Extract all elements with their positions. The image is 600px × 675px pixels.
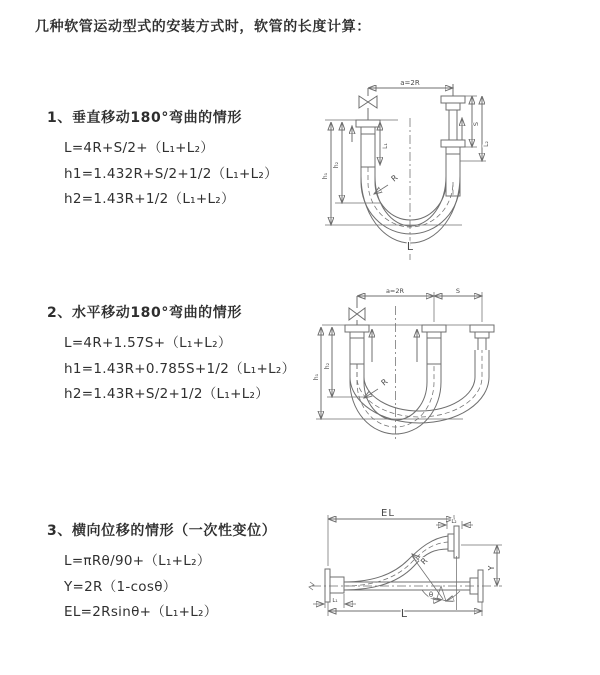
braided-hose-middle (427, 338, 441, 364)
formula-line: EL=2Rsinθ+（L₁+L₂） (64, 604, 218, 620)
left-pipe-fitting (356, 120, 380, 167)
dimension-offset-y (461, 545, 502, 586)
dimension-fitting-l2 (460, 96, 490, 161)
right-pipe-fitting (441, 84, 465, 196)
dimension-fitting-l1 (380, 122, 389, 165)
radius-callout (412, 554, 443, 599)
formula-list (47, 549, 276, 626)
diagram-vertical-bend (310, 70, 600, 265)
dim-label-h1: h₁ (313, 373, 320, 381)
dimension-fitting-left (313, 594, 356, 608)
dim-label-s: S (455, 287, 461, 295)
section-heading: 2、水平移动180°弯曲的情形 (47, 305, 242, 321)
dim-label-l2: L₂ (483, 141, 490, 147)
radius-callout (364, 377, 390, 398)
braided-hose-left (350, 338, 364, 364)
formula-line: L=πRθ/90+（L₁+L₂） (64, 553, 211, 569)
formula-list (47, 331, 295, 408)
section-horizontal-movement (47, 303, 295, 408)
diagram-vertical-bend-drawing (310, 70, 600, 265)
top-flange-fitting (448, 526, 459, 610)
dim-label-theta: θ (428, 591, 434, 599)
formula-line: Y=2R（1-cosθ） (64, 578, 177, 595)
dim-label-a2r: a=2R (400, 79, 420, 87)
dim-label-r: R (379, 377, 390, 388)
formula-line: h2=1.43R+S/2+1/2（L₁+L₂） (64, 386, 270, 402)
valve-icon (359, 88, 377, 120)
dimension-length-l (328, 602, 482, 620)
dim-label-l: L (400, 607, 408, 620)
diagram-lateral-displacement (300, 498, 600, 648)
diagram-horizontal-bend (308, 282, 600, 447)
section-heading: 3、横向位移的情形（一次性变位） (47, 523, 277, 539)
dim-label-el: EL (381, 508, 395, 519)
angle-theta (422, 586, 460, 601)
middle-pipe-fitting (422, 325, 446, 364)
dimension-height-h2 (324, 327, 332, 397)
page-title: 几种软管运动型式的安装方式时，软管的长度计算： (35, 19, 371, 35)
dimension-height-h1 (313, 327, 321, 419)
diagram-lateral-displacement-drawing (300, 498, 600, 648)
dimension-width-a2r (368, 79, 453, 94)
section-heading: 1、垂直移动180°弯曲的情形 (47, 110, 242, 126)
dim-label-l1: L₁ (332, 598, 338, 604)
formula-line: L=4R+S/2+（L₁+L₂） (64, 140, 215, 156)
formula-list (47, 136, 278, 213)
braided-hose-left (361, 134, 375, 167)
formula-line: h1=1.43R+0.785S+1/2（L₁+L₂） (64, 360, 296, 377)
right-pipe-fitting (470, 325, 494, 350)
formula-line: h1=1.432R+S/2+1/2（L₁+L₂） (64, 165, 278, 182)
dim-label-a2r: a=2R (385, 287, 405, 295)
formula-line: L=4R+1.57S+（L₁+L₂） (64, 335, 232, 351)
braided-hose-right (446, 154, 460, 196)
dimension-span-el (328, 508, 457, 566)
dimension-height-h1 (322, 122, 331, 225)
section-vertical-movement (47, 108, 278, 213)
u-bend-hose-displaced (350, 350, 489, 423)
dim-label-h2: h₂ (324, 362, 331, 370)
left-pipe-fitting (345, 325, 369, 364)
radius-callout (374, 173, 400, 194)
u-bend-hose (361, 167, 460, 243)
dimension-width-a2r (357, 287, 434, 296)
dimension-height-h2 (333, 122, 342, 203)
dim-label-r: R (419, 556, 430, 567)
dimension-stroke-s (465, 96, 480, 147)
valve-icon (349, 296, 365, 325)
dim-label-s: S (472, 121, 480, 127)
formula-line: h2=1.43R+1/2（L₁+L₂） (64, 191, 235, 207)
dim-label-l1: L₁ (382, 143, 389, 149)
diagram-horizontal-bend-drawing (308, 282, 600, 447)
dim-label-h2: h₂ (333, 161, 340, 169)
section-lateral-displacement (47, 521, 276, 626)
dimension-offset-s (434, 287, 482, 322)
dim-label-h1: h₁ (322, 172, 329, 180)
dim-label-r: R (389, 173, 400, 184)
dim-label-l2: L₂ (451, 519, 457, 525)
dim-label-y: Y (487, 565, 496, 571)
dim-label-l: L (406, 240, 414, 253)
